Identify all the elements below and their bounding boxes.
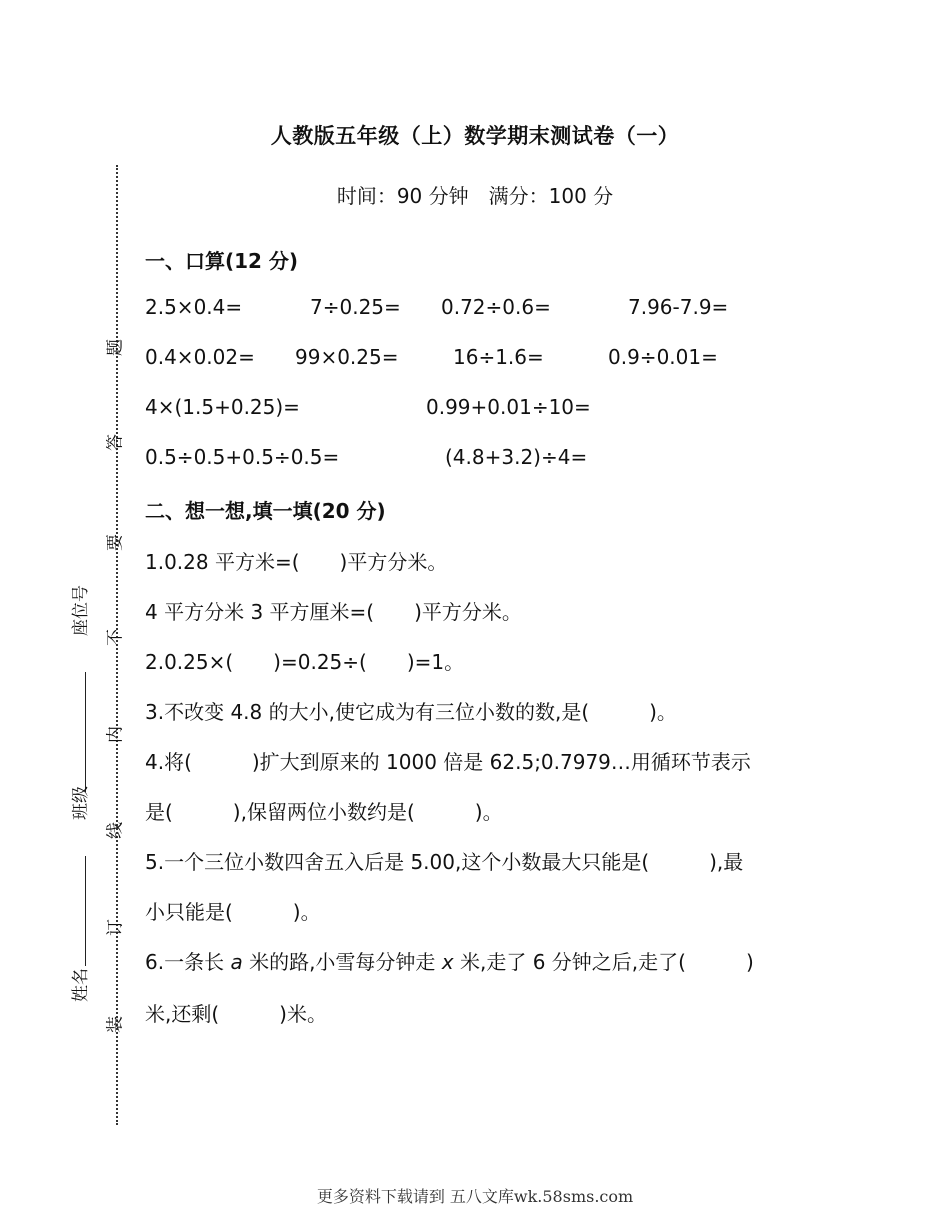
question-6a (145, 946, 754, 975)
seal-char: 题 (105, 339, 126, 356)
problem: 99×0.25= (295, 345, 399, 369)
name-label: 姓名 (71, 968, 91, 1002)
problem: 16÷1.6= (453, 345, 544, 369)
problem: 7÷0.25= (310, 295, 401, 319)
class-underline (85, 672, 86, 792)
problem: 2.5×0.4= (145, 295, 243, 319)
problem: 7.96-7.9= (628, 295, 729, 319)
seal-char: 要 (105, 534, 126, 551)
question-6b: 米,还剩( )米。 (145, 1002, 327, 1026)
seal-char: 线 (105, 822, 126, 839)
seal-char: 答 (105, 434, 126, 451)
problem: 4×(1.5+0.25)= (145, 395, 300, 419)
exam-info: 时间：90 分钟 满分：100 分 (336, 184, 614, 208)
seal-char: 装 (105, 1016, 126, 1033)
footer-watermark: 更多资料下载请到 五八文库wk.58sms.com (316, 1187, 634, 1206)
variable-x: x (441, 950, 454, 974)
name-underline (85, 856, 86, 966)
problem: 0.72÷0.6= (441, 295, 551, 319)
page-title: 人教版五年级（上）数学期末测试卷（一） (270, 124, 680, 148)
section-heading-mental-math: 一、口算(12 分) (145, 249, 299, 273)
question-6a-part: 6.一条长 (145, 950, 231, 974)
problem: 0.9÷0.01= (608, 345, 718, 369)
question-6a-part: 米,走了 6 分钟之后,走了( ) (453, 950, 754, 974)
variable-a: a (230, 950, 243, 974)
seal-char: 不 (105, 629, 126, 646)
question-3: 3.不改变 4.8 的大小,使它成为有三位小数的数,是( )。 (145, 700, 677, 724)
seal-char: 订 (105, 919, 126, 936)
seat-number-label: 座位号 (71, 585, 91, 636)
question-1a: 1.0.28 平方米=( )平方分米。 (145, 550, 448, 574)
section-heading-fill-in: 二、想一想,填一填(20 分) (145, 499, 386, 523)
question-4a: 4.将( )扩大到原来的 1000 倍是 62.5;0.7979…用循环节表示 (145, 750, 751, 774)
question-6a-part: 米的路,小雪每分钟走 (242, 950, 442, 974)
question-1b: 4 平方分米 3 平方厘米=( )平方分米。 (145, 600, 522, 624)
problem: 0.5÷0.5+0.5÷0.5= (145, 445, 340, 469)
question-2: 2.0.25×( )=0.25÷( )=1。 (145, 650, 465, 674)
question-5b: 小只能是( )。 (145, 900, 321, 924)
seal-char: 内 (105, 726, 126, 743)
class-label: 班级 (71, 786, 91, 820)
problem: 0.99+0.01÷10= (426, 395, 591, 419)
problem: 0.4×0.02= (145, 345, 255, 369)
problem: (4.8+3.2)÷4= (445, 445, 588, 469)
question-4b: 是( ),保留两位小数约是( )。 (145, 800, 503, 824)
question-5a: 5.一个三位小数四舍五入后是 5.00,这个小数最大只能是( ),最 (145, 850, 744, 874)
